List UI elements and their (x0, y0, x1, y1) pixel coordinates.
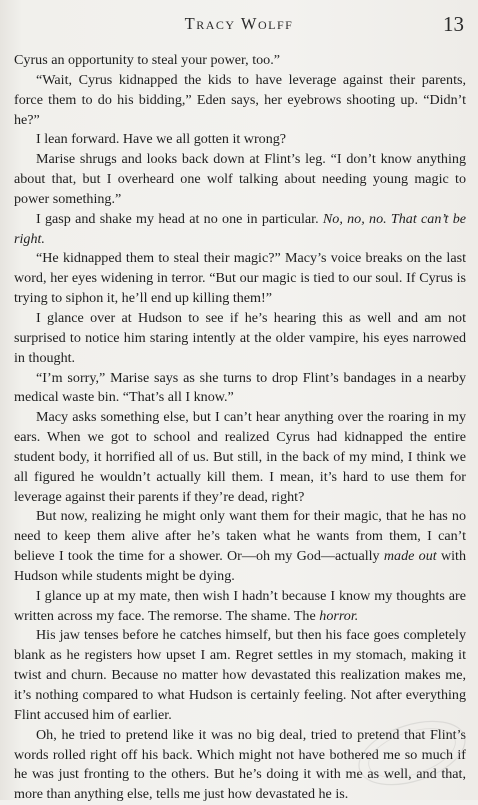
italic-text: No, no, no. That can’t be right. (14, 210, 466, 247)
paragraph-text: I glance over at Hudson to see if he’s hearing this as well and am not surprised to notice him staring intently at the older vampire, his eyes narrowed in thought. (14, 309, 466, 366)
paragraph (14, 626, 466, 725)
paragraph (14, 587, 466, 627)
paragraph-text: with Hudson while students might be dying. (14, 548, 466, 584)
italic-text: made out (383, 548, 437, 565)
paragraph (14, 249, 466, 309)
paragraph-text: “Wait, Cyrus kidnapped the kids to have leverage against their parents, force them to do his bidding,” Eden says, her eyebrows shooting up. “Didn’t he?” (14, 71, 466, 128)
page-header (0, 12, 478, 40)
paragraph (14, 369, 466, 409)
paragraph-text: Oh, he tried to pretend like it was no big deal, tried to pretend that Flint’s words rolled right off his back. Which might not have bothered me so much if he was just fronting to the others. But he’s doing it with me as well, and that, more than anything else, tells me just how devastated he is. (14, 726, 466, 803)
paragraph (14, 150, 466, 210)
paragraph-text: But now, realizing he might only want them for their magic, that he has no need to keep them alive after he’s taken what he wants from them, I can’t believe I took the time for a shower. Or—oh my God—actually (14, 508, 466, 565)
paragraph-text: I gasp and shake my head at no one in particular. (36, 210, 323, 227)
body-text (14, 51, 466, 805)
running-head-author: Tracy Wolff (184, 14, 294, 33)
italic-text: horror. (319, 607, 359, 624)
paragraph (14, 130, 466, 150)
paragraph (14, 51, 466, 71)
page-number: 13 (443, 12, 464, 36)
paragraph-text: “He kidnapped them to steal their magic?” Macy’s voice breaks on the last word, her eyes widening in terror. “But our magic is tied to our soul. If Cyrus is trying to siphon it, he’ll end up killing them!” (14, 250, 466, 307)
paragraph (14, 726, 466, 805)
paragraph-text: “I’m sorry,” Marise says as she turns to drop Flint’s bandages in a nearby medical waste bin. “That’s all I know.” (14, 369, 466, 406)
paragraph-text: Macy asks something else, but I can’t hear anything over the roaring in my ears. When we got to school and realized Cyrus had kidnapped the entire student body, it horrified all of us. But still, in the back of my mind, I think we all figured he wouldn’t actually kill them. I mean, it’s hard to use them for leverage against their parents if they’re dead, right? (14, 409, 466, 505)
paragraph (14, 309, 466, 369)
paragraph (14, 507, 466, 586)
paragraph-text: Cyrus an opportunity to steal your power, too.” (14, 52, 280, 68)
paragraph (14, 71, 466, 131)
paragraph-text: His jaw tenses before he catches himself, but then his face goes completely blank as he registers how upset I am. Regret settles in my stomach, making it twist and churn. Because no matter how devastated this realization makes me, it’s nothing compared to what Hudson is certainly feeling. Not after everything Flint accused him of earlier. (14, 627, 466, 723)
paragraph-text: Marise shrugs and looks back down at Flint’s leg. “I don’t know anything about that, but I overheard one wolf talking about needing young magic to power something.” (14, 151, 466, 207)
paragraph (14, 210, 466, 250)
paragraph (14, 408, 466, 507)
paragraph-text: I lean forward. Have we all gotten it wrong? (36, 131, 287, 148)
paragraph-text: I glance up at my mate, then wish I hadn’t because I know my thoughts are written across my face. The remorse. The shame. The (14, 587, 466, 624)
